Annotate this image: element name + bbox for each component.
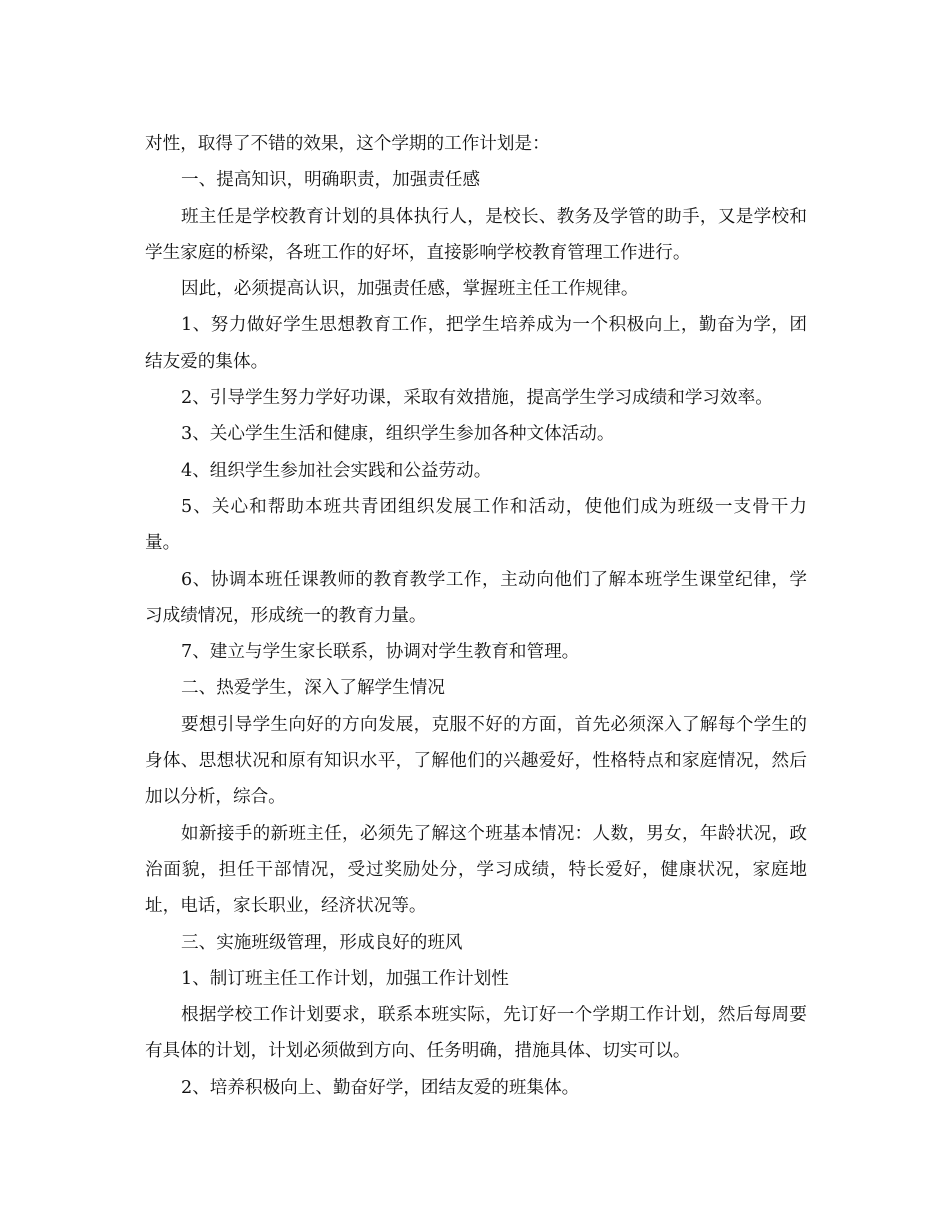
paragraph: 对性，取得了不错的效果，这个学期的工作计划是： xyxy=(145,134,550,154)
paragraph: 班主任是学校教育计划的具体执行人，是校长、教务及学管的助手，又是学校和学生家庭的桥梁，各班工作的好坏，直接影响学校教育管理工作进行。 xyxy=(145,206,807,263)
paragraph: 2、引导学生努力学好功课，采取有效措施，提高学生学习成绩和学习效率。 xyxy=(181,388,773,409)
paragraph: 3、关心学生生活和健康，组织学生参加各种文体活动。 xyxy=(181,424,615,445)
paragraph: 2、培养积极向上、勤奋好学，团结友爱的班集体。 xyxy=(181,1077,580,1098)
paragraph: 7、建立与学生家长联系，协调对学生教育和管理。 xyxy=(181,642,580,663)
paragraph: 要想引导学生向好的方向发展，克服不好的方面，首先必须深入了解每个学生的身体、思想状况和原有知识水平，了解他们的兴趣爱好，性格特点和家庭情况，然后加以分析，综合。 xyxy=(145,714,807,808)
paragraph: 一、提高知识，明确职责，加强责任感 xyxy=(181,170,481,191)
paragraph: 根据学校工作计划要求，联系本班实际，先订好一个学期工作计划，然后每周要有具体的计划，计划必须做到方向、任务明确，措施具体、切实可以。 xyxy=(145,1005,807,1062)
paragraph: 1、努力做好学生思想教育工作，把学生培养成为一个积极向上，勤奋为学，团结友爱的集体。 xyxy=(145,315,807,372)
paragraph: 5、关心和帮助本班共青团组织发展工作和活动，使他们成为班级一支骨干力量。 xyxy=(145,496,807,554)
paragraph: 如新接手的新班主任，必须先了解这个班基本情况：人数，男女，年龄状况，政治面貌，担任干部情况，受过奖励处分，学习成绩，特长爱好，健康状况，家庭地址，电话，家长职业，经济状况等。 xyxy=(145,823,807,917)
paragraph: 1、制订班主任工作计划，加强工作计划性 xyxy=(181,968,509,989)
paragraph: 三、实施班级管理，形成良好的班风 xyxy=(181,932,463,953)
document-body xyxy=(145,126,807,1106)
paragraph: 6、协调本班任课教师的教育教学工作，主动向他们了解本班学生课堂纪律，学习成绩情况，形成统一的教育力量。 xyxy=(145,569,807,626)
paragraph: 因此，必须提高认识，加强责任感，掌握班主任工作规律。 xyxy=(181,279,639,300)
paragraph: 二、热爱学生，深入了解学生情况 xyxy=(181,678,445,699)
paragraph: 4、组织学生参加社会实践和公益劳动。 xyxy=(181,460,492,481)
